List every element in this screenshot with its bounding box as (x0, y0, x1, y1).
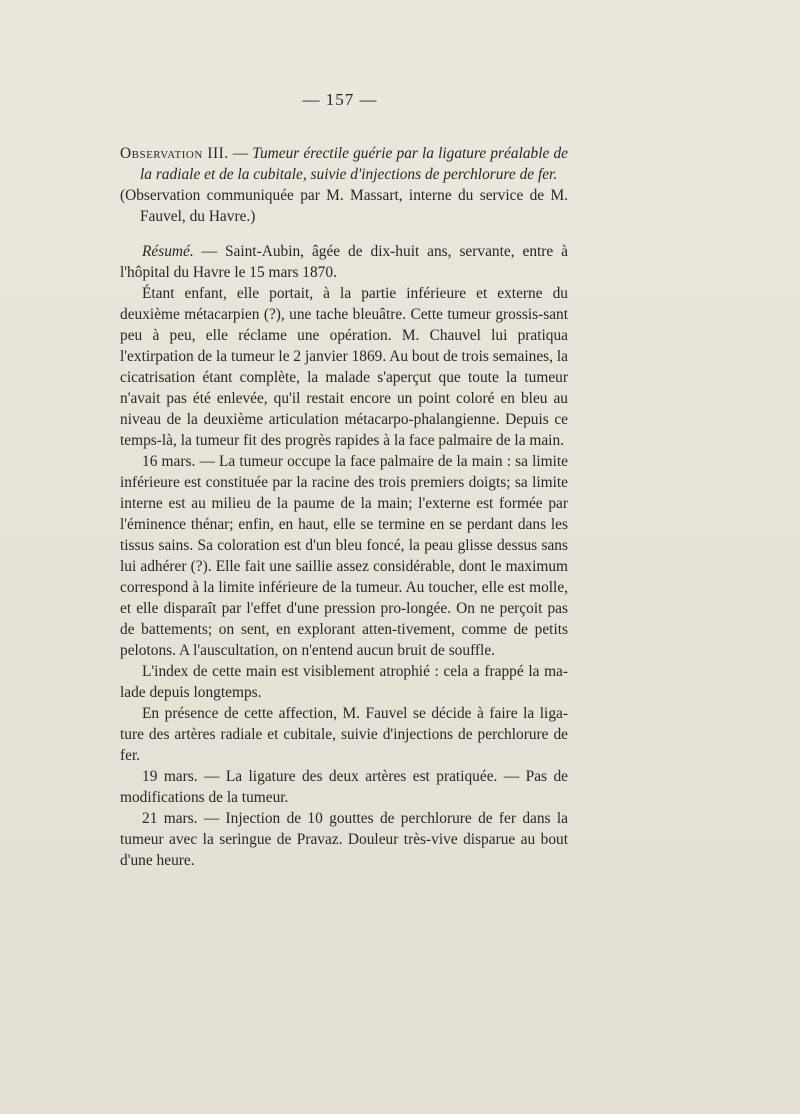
observation-heading (120, 143, 568, 227)
body-paragraph: En présence de cette affection, M. Fauvel se décide à faire la liga-ture des artères radiale et cubitale, suivie d'injections de perchlorure de fer. (120, 705, 568, 764)
page-number: — 157 — (302, 90, 378, 109)
body-paragraph: L'index de cette main est visiblement atrophié : cela a frappé la ma-lade depuis longtemps. (120, 663, 568, 701)
resume-text: — Saint-Aubin, âgée de dix-huit ans, servante, entre à l'hôpital du Havre le 15 mars 1870. (120, 243, 568, 281)
text-column (120, 143, 568, 871)
body-paragraph: 16 mars. — La tumeur occupe la face palmaire de la main : sa limite inférieure est constituée par la racine des trois premiers doigts; sa limite interne est au milieu de la paume de la main; l'externe est formée par l'éminence thénar; enfin, en haut, elle se termine en se perdant dans les tissus sains. Sa coloration est d'un bleu foncé, la peau glisse dessus sans lui adhérer (?). Elle fait une saillie assez considérable, dont le maximum correspond à la limite inférieure de la tumeur. Au toucher, elle est molle, et elle disparaît par l'effet d'une pression pro-longée. On ne perçoit pas de battements; on sent, en explorant atten-tivement, comme de petits pelotons. A l'auscultation, on n'entend aucun bruit de souffle. (120, 453, 568, 659)
body-paragraph: 21 mars. — Injection de 10 gouttes de perchlorure de fer dans la tumeur avec la seringue de Pravaz. Douleur très-vive disparue au bout d'une heure. (120, 810, 568, 869)
resume-paragraph (120, 241, 568, 283)
body-paragraph: Étant enfant, elle portait, à la partie inférieure et externe du deuxième métacarpien (?), une tache bleuâtre. Cette tumeur grossis-sant peu à peu, elle réclame une opération. M. Chauvel lui pratiqua l'extirpation de la tumeur le 2 janvier 1869. Au bout de trois semaines, la cicatrisation étant complète, la malade s'aperçut que toute la tumeur n'avait pas été enlevée, qu'il restait encore un point coloré en bleu au niveau de la deuxième articulation métacarpo-phalangienne. Depuis ce temps-là, la tumeur fit des progrès rapides à la face palmaire de la main. (120, 285, 568, 449)
observation-label: Observation III. (120, 145, 229, 162)
observation-title: Tumeur érectile guérie par la ligature préalable de la radiale et de la cubitale, suivie d'injections de perchlorure de fer. (140, 145, 568, 183)
body-paragraph: 19 mars. — La ligature des deux artères est pratiquée. — Pas de modifications de la tumeur. (120, 768, 568, 806)
observation-title-separator: — (228, 145, 253, 162)
resume-label: Résumé. (142, 243, 194, 260)
observation-source: (Observation communiquée par M. Massart, interne du service de M. Fauvel, du Havre.) (120, 187, 568, 225)
